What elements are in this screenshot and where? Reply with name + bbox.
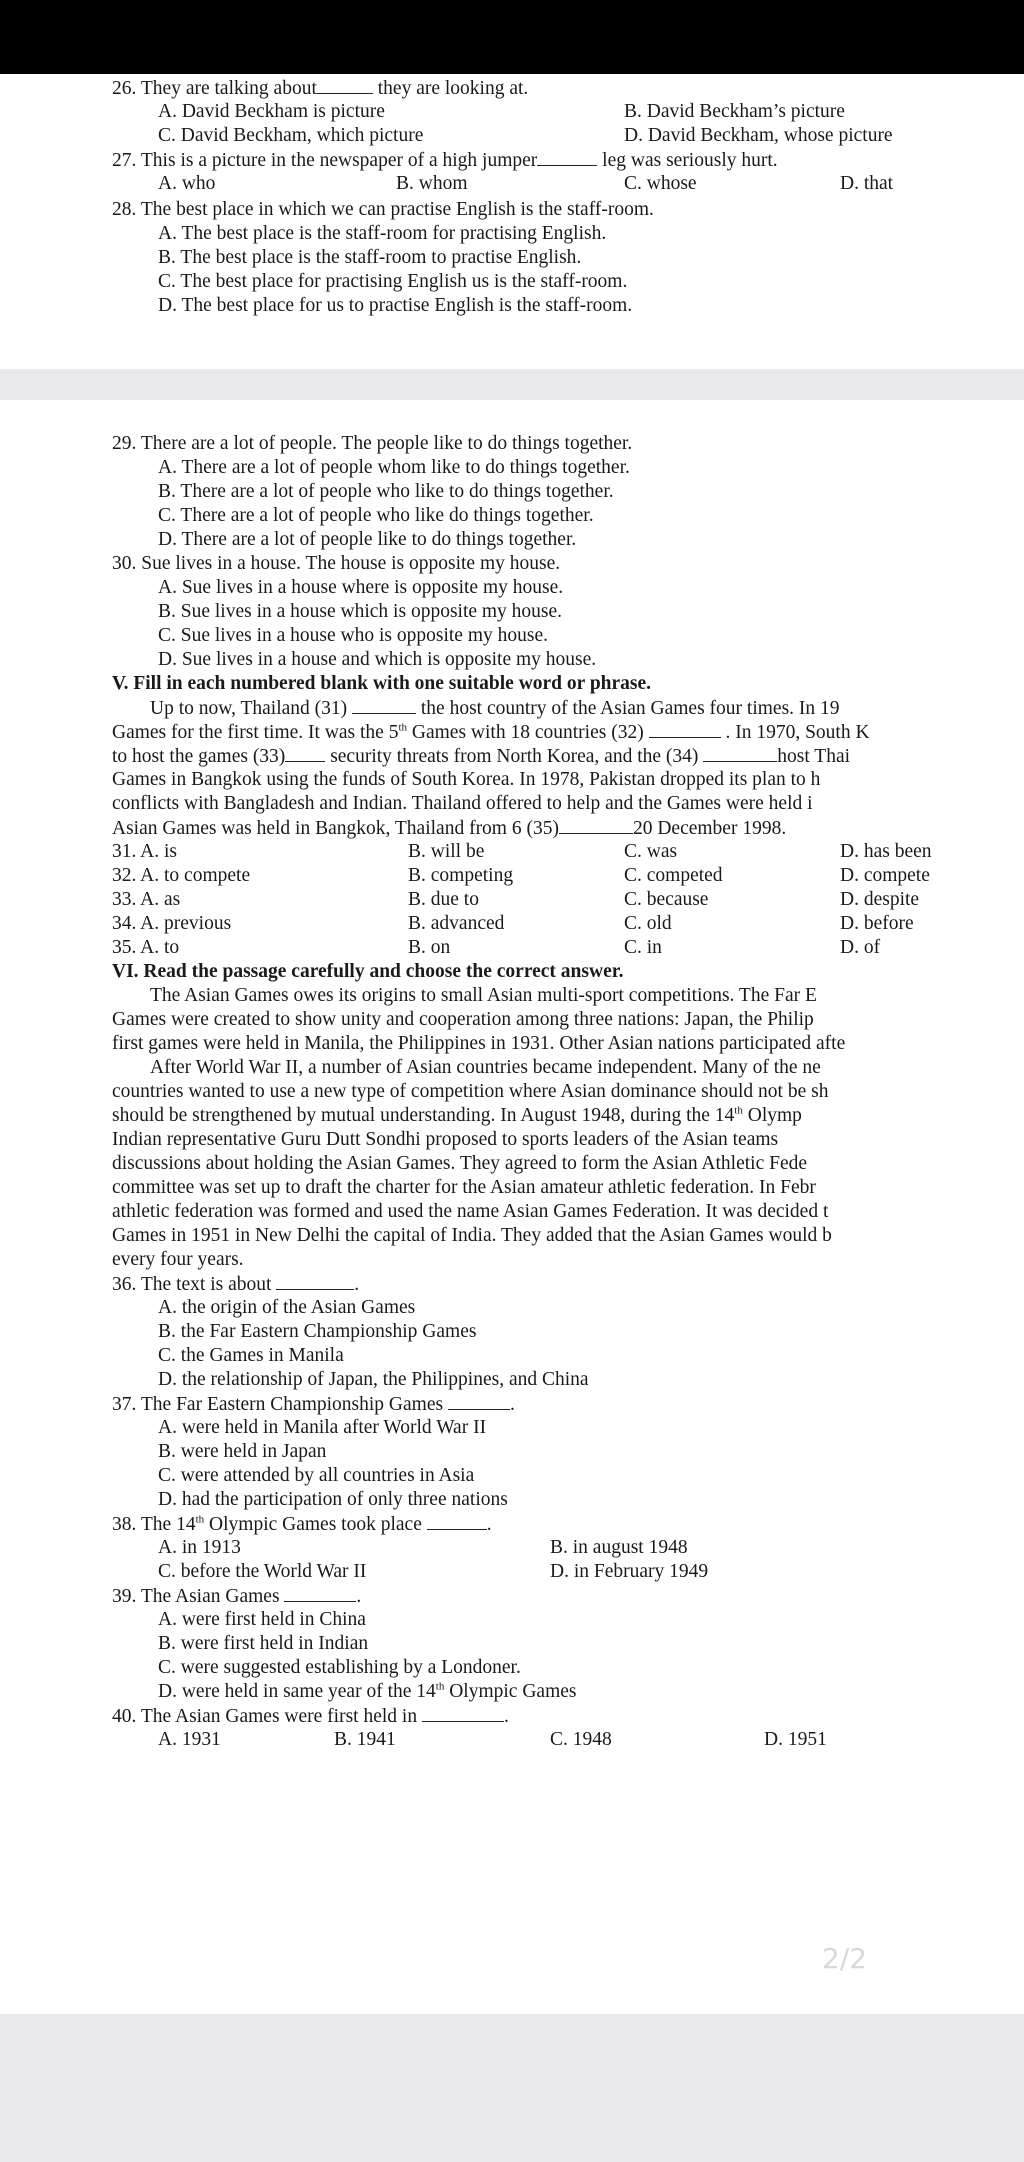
question-36: 36. The text is about .	[112, 1274, 360, 1295]
passage-6-line-7: Indian representative Guru Dutt Sondhi proposed to sports leaders of the Asian teams	[112, 1129, 779, 1150]
option-35d: D. of	[840, 937, 881, 958]
option-33c: C. because	[624, 889, 709, 910]
option-36c: C. the Games in Manila	[158, 1345, 344, 1366]
option-28a: A. The best place is the staff-room for practising English.	[158, 223, 607, 244]
answer-blank	[352, 696, 416, 714]
option-32c: C. competed	[624, 865, 723, 886]
question-30: 30. Sue lives in a house. The house is opposite my house.	[112, 553, 561, 574]
option-39d: D. were held in same year of the 14th Olympic Games	[158, 1680, 577, 1702]
option-38c: C. before the World War II	[158, 1561, 367, 1582]
option-31a: 31. A. is	[112, 841, 178, 862]
option-32b: B. competing	[408, 865, 514, 886]
answer-blank	[276, 1272, 354, 1290]
passage-5-line-3: to host the games (33) security threats from North Korea, and the (34) host Thai	[112, 746, 851, 767]
passage-5-line-5: conflicts with Bangladesh and Indian. Thailand offered to help and the Games were held i	[112, 793, 813, 814]
option-27c: C. whose	[624, 173, 697, 194]
question-40: 40. The Asian Games were first held in .	[112, 1706, 509, 1727]
option-28d: D. The best place for us to practise English is the staff-room.	[158, 295, 633, 316]
passage-6-line-1: The Asian Games owes its origins to small Asian multi-sport competitions. The Far E	[150, 985, 817, 1006]
option-27a: A. who	[158, 173, 216, 194]
answer-blank	[422, 1704, 504, 1722]
passage-6-line-2: Games were created to show unity and cooperation among three nations: Japan, the Philip	[112, 1009, 814, 1030]
answer-blank	[649, 720, 721, 738]
option-32a: 32. A. to compete	[112, 865, 251, 886]
option-38b: B. in august 1948	[550, 1537, 688, 1558]
question-39: 39. The Asian Games .	[112, 1586, 362, 1607]
answer-blank	[317, 76, 373, 94]
option-35a: 35. A. to	[112, 937, 180, 958]
question-29: 29. There are a lot of people. The people like to do things together.	[112, 433, 633, 454]
option-30b: B. Sue lives in a house which is opposite my house.	[158, 601, 563, 622]
option-33b: B. due to	[408, 889, 479, 910]
answer-blank	[537, 148, 597, 166]
document-page-1	[0, 74, 1024, 369]
passage-6-line-12: every four years.	[112, 1249, 244, 1270]
option-34d: D. before	[840, 913, 914, 934]
option-39b: B. were first held in Indian	[158, 1633, 369, 1654]
option-30a: A. Sue lives in a house where is opposite my house.	[158, 577, 564, 598]
option-34c: C. old	[624, 913, 672, 934]
section-6-heading: VI. Read the passage carefully and choose the correct answer.	[112, 961, 624, 982]
page-number-watermark: 2/2	[822, 1942, 868, 1975]
option-40c: C. 1948	[550, 1729, 612, 1750]
option-32d: D. compete	[840, 865, 930, 886]
option-29a: A. There are a lot of people whom like to do things together.	[158, 457, 630, 478]
option-26d: D. David Beckham, whose picture	[624, 125, 893, 146]
passage-6-line-3: first games were held in Manila, the Philippines in 1931. Other Asian nations participated afte	[112, 1033, 846, 1054]
answer-blank	[285, 744, 325, 762]
option-26b: B. David Beckham’s picture	[624, 101, 845, 122]
option-29b: B. There are a lot of people who like to do things together.	[158, 481, 614, 502]
passage-6-line-10: athletic federation was formed and used the name Asian Games Federation. It was decided t	[112, 1201, 829, 1222]
passage-5-line-2: Games for the first time. It was the 5th Games with 18 countries (32) . In 1970, South K	[112, 721, 870, 743]
option-39a: A. were first held in China	[158, 1609, 366, 1630]
passage-6-line-11: Games in 1951 in New Delhi the capital of India. They added that the Asian Games would b	[112, 1225, 832, 1246]
option-26c: C. David Beckham, which picture	[158, 125, 424, 146]
option-40b: B. 1941	[334, 1729, 396, 1750]
answer-blank	[559, 816, 633, 834]
question-38: 38. The 14th Olympic Games took place .	[112, 1513, 492, 1535]
passage-6-line-9: committee was set up to draft the charter for the Asian amateur athletic federation. In Febr	[112, 1177, 816, 1198]
option-38d: D. in February 1949	[550, 1561, 709, 1582]
question-28: 28. The best place in which we can practise English is the staff-room.	[112, 199, 654, 220]
option-31b: B. will be	[408, 841, 485, 862]
option-37b: B. were held in Japan	[158, 1441, 327, 1462]
answer-blank	[703, 744, 777, 762]
question-26: 26. They are talking about they are looking at.	[112, 78, 529, 99]
option-27d: D. that	[840, 173, 894, 194]
option-37a: A. were held in Manila after World War II	[158, 1417, 487, 1438]
option-36b: B. the Far Eastern Championship Games	[158, 1321, 477, 1342]
option-34a: 34. A. previous	[112, 913, 232, 934]
passage-6-line-8: discussions about holding the Asian Games. They agreed to form the Asian Athletic Fede	[112, 1153, 808, 1174]
option-40a: A. 1931	[158, 1729, 221, 1750]
option-30c: C. Sue lives in a house who is opposite my house.	[158, 625, 548, 646]
option-36a: A. the origin of the Asian Games	[158, 1297, 416, 1318]
option-35c: C. in	[624, 937, 662, 958]
option-33d: D. despite	[840, 889, 920, 910]
question-37: 37. The Far Eastern Championship Games .	[112, 1394, 515, 1415]
option-35b: B. on	[408, 937, 451, 958]
document-page-2	[0, 400, 1024, 2014]
top-status-bar	[0, 0, 1024, 74]
passage-6-line-4: After World War II, a number of Asian countries became independent. Many of the ne	[150, 1057, 821, 1078]
passage-5-line-6: Asian Games was held in Bangkok, Thailand from 6 (35) 20 December 1998.	[112, 818, 787, 839]
answer-blank	[284, 1584, 356, 1602]
option-37c: C. were attended by all countries in Asia	[158, 1465, 475, 1486]
passage-6-line-5: countries wanted to use a new type of competition where Asian dominance should not be sh	[112, 1081, 829, 1102]
option-26a: A. David Beckham is picture	[158, 101, 385, 122]
option-34b: B. advanced	[408, 913, 505, 934]
passage-5-line-4: Games in Bangkok using the funds of South Korea. In 1978, Pakistan dropped its plan to h	[112, 769, 821, 790]
option-27b: B. whom	[396, 173, 468, 194]
passage-6-line-6: should be strengthened by mutual understanding. In August 1948, during the 14th Olymp	[112, 1104, 802, 1126]
option-31c: C. was	[624, 841, 678, 862]
option-31d: D. has been	[840, 841, 932, 862]
option-30d: D. Sue lives in a house and which is opposite my house.	[158, 649, 597, 670]
question-27: 27. This is a picture in the newspaper of a high jumper leg was seriously hurt.	[112, 150, 778, 171]
option-28b: B. The best place is the staff-room to practise English.	[158, 247, 582, 268]
option-36d: D. the relationship of Japan, the Philippines, and China	[158, 1369, 589, 1390]
answer-blank	[448, 1392, 510, 1410]
section-5-heading: V. Fill in each numbered blank with one suitable word or phrase.	[112, 673, 652, 694]
answer-blank	[427, 1512, 487, 1530]
option-40d: D. 1951	[764, 1729, 827, 1750]
option-37d: D. had the participation of only three nations	[158, 1489, 508, 1510]
option-39c: C. were suggested establishing by a Londoner.	[158, 1657, 521, 1678]
passage-5-line-1: Up to now, Thailand (31) the host country of the Asian Games four times. In 19	[150, 698, 840, 719]
option-29d: D. There are a lot of people like to do things together.	[158, 529, 577, 550]
option-29c: C. There are a lot of people who like do things together.	[158, 505, 594, 526]
option-28c: C. The best place for practising English us is the staff-room.	[158, 271, 628, 292]
option-38a: A. in 1913	[158, 1537, 241, 1558]
option-33a: 33. A. as	[112, 889, 181, 910]
